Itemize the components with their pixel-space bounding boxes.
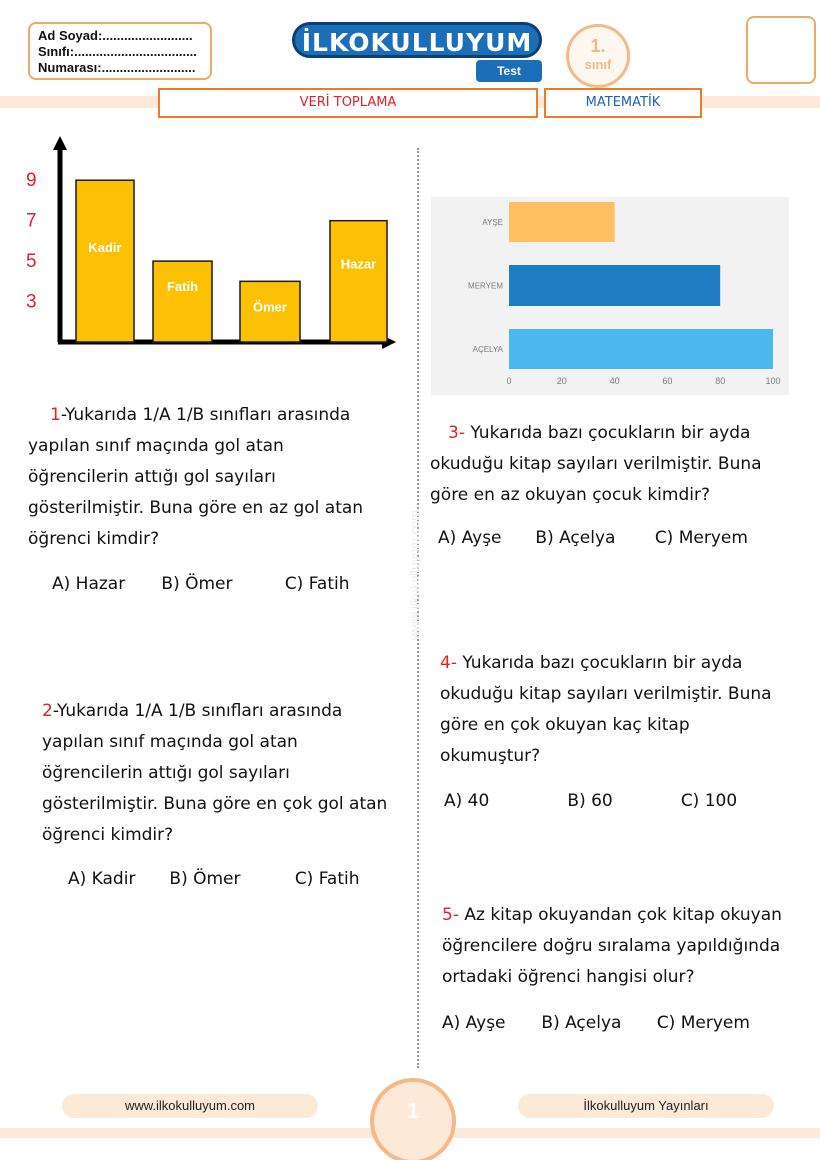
x-tick-label: 80 [715, 376, 726, 386]
question-number: 4- [440, 653, 457, 673]
photo-box [746, 16, 816, 84]
question-number: 2 [42, 701, 53, 721]
options-3 [438, 526, 748, 550]
question-text: -Yukarıda 1/A 1/B sınıfları arasında yapılan sınıf maçında gol atan öğrencilerin attığı gol sayıları gösterilmiştir. Buna göre en az gol atan öğrenci kimdir? [28, 405, 364, 549]
grade-badge [566, 24, 630, 88]
bar [509, 329, 773, 369]
question-text: Az kitap okuyandan çok kitap okuyan öğrencilere doğru sıralama yapıldığında ortadaki öğrenci hangisi olur? [442, 905, 782, 987]
question-number: 3- [448, 423, 465, 443]
name-line: Ad Soyad:......................... [38, 28, 193, 43]
grade-number: 1. [590, 36, 606, 56]
y-tick-label: 7 [26, 210, 37, 232]
option-c[interactable]: C) Fatih [284, 574, 350, 594]
options-5 [442, 1011, 750, 1035]
option-c[interactable]: C) Meryem [654, 528, 748, 548]
bar-category-label: AYŞE [482, 218, 503, 227]
option-b[interactable]: B) Açelya [535, 528, 616, 548]
class-line: Sınıfı:.................................. [38, 44, 197, 59]
option-a[interactable]: A) Ayşe [442, 1013, 506, 1033]
option-c[interactable]: C) Meryem [656, 1013, 750, 1033]
bar [509, 265, 720, 306]
question-5 [442, 900, 812, 993]
book-bar-chart [431, 197, 789, 395]
page-number: 1 [406, 1098, 420, 1123]
grade-label: sınıf [584, 57, 612, 72]
test-badge: Test [476, 60, 542, 82]
question-text: -Yukarıda 1/A 1/B sınıfları arasında yapılan sınıf maçında gol atan öğrencilerin attığı gol sayıları gösterilmiştir. Buna göre en çok gol atan öğrenci kimdir? [42, 701, 388, 845]
y-tick-label: 3 [26, 291, 37, 313]
watermark: www.ilkokulluyum.com [407, 509, 422, 640]
bar [76, 180, 134, 342]
question-number: 1 [50, 405, 61, 425]
bar-label: Hazar [340, 256, 377, 272]
question-3 [430, 418, 790, 511]
question-number: 5- [442, 905, 459, 925]
x-tick-label: 60 [662, 376, 673, 386]
option-b[interactable]: B) Ömer [161, 574, 233, 594]
option-a[interactable]: A) Hazar [52, 574, 126, 594]
y-tick-label: 5 [26, 251, 37, 273]
subject-title: MATEMATİK [544, 88, 702, 118]
bar-category-label: AÇELYA [472, 345, 503, 354]
option-a[interactable]: A) Ayşe [438, 528, 502, 548]
question-text: Yukarıda bazı çocukların bir ayda okuduğu kitap sayıları verilmiştir. Buna göre en çok okuyan kaç kitap okumuştur? [440, 653, 772, 766]
x-tick-label: 20 [556, 376, 567, 386]
question-text: Yukarıda bazı çocukların bir ayda okuduğu kitap sayıları verilmiştir. Buna göre en az okuyan çocuk kimdir? [430, 423, 762, 505]
options-2 [68, 867, 360, 891]
bar-label: Fatih [166, 279, 199, 295]
bar [153, 261, 212, 342]
student-info-box [28, 22, 212, 80]
question-4 [440, 648, 790, 772]
number-line: Numarası:.......................... [38, 60, 196, 75]
question-1 [28, 400, 388, 555]
bar-label: Kadir [88, 240, 122, 256]
logo [292, 22, 542, 58]
page-number-badge [370, 1078, 456, 1160]
logo-text: İLKOKULLUYUM [292, 22, 542, 58]
options-1 [52, 572, 350, 596]
option-a[interactable]: A) 40 [444, 791, 490, 811]
topic-title: VERİ TOPLAMA [158, 88, 538, 118]
goal-bar-chart [0, 130, 410, 360]
option-b[interactable]: B) Açelya [541, 1013, 622, 1033]
x-tick-label: 0 [506, 376, 512, 386]
bar-label: Ömer [253, 299, 287, 315]
bar-category-label: MERYEM [468, 281, 503, 291]
question-2 [42, 696, 402, 851]
option-b[interactable]: B) Ömer [169, 869, 241, 889]
option-c[interactable]: C) 100 [680, 791, 738, 811]
bar [330, 221, 387, 342]
footer-publisher: İlkokulluyum Yayınları [518, 1094, 774, 1118]
option-b[interactable]: B) 60 [567, 791, 613, 811]
x-tick-label: 40 [609, 376, 620, 386]
footer-website: www.ilkokulluyum.com [62, 1094, 318, 1118]
bar [509, 202, 615, 242]
option-c[interactable]: C) Fatih [294, 869, 360, 889]
option-a[interactable]: A) Kadir [68, 869, 136, 889]
y-axis-arrow [53, 136, 67, 150]
x-tick-label: 100 [765, 376, 781, 386]
y-tick-label: 9 [26, 170, 37, 192]
options-4 [444, 789, 737, 813]
